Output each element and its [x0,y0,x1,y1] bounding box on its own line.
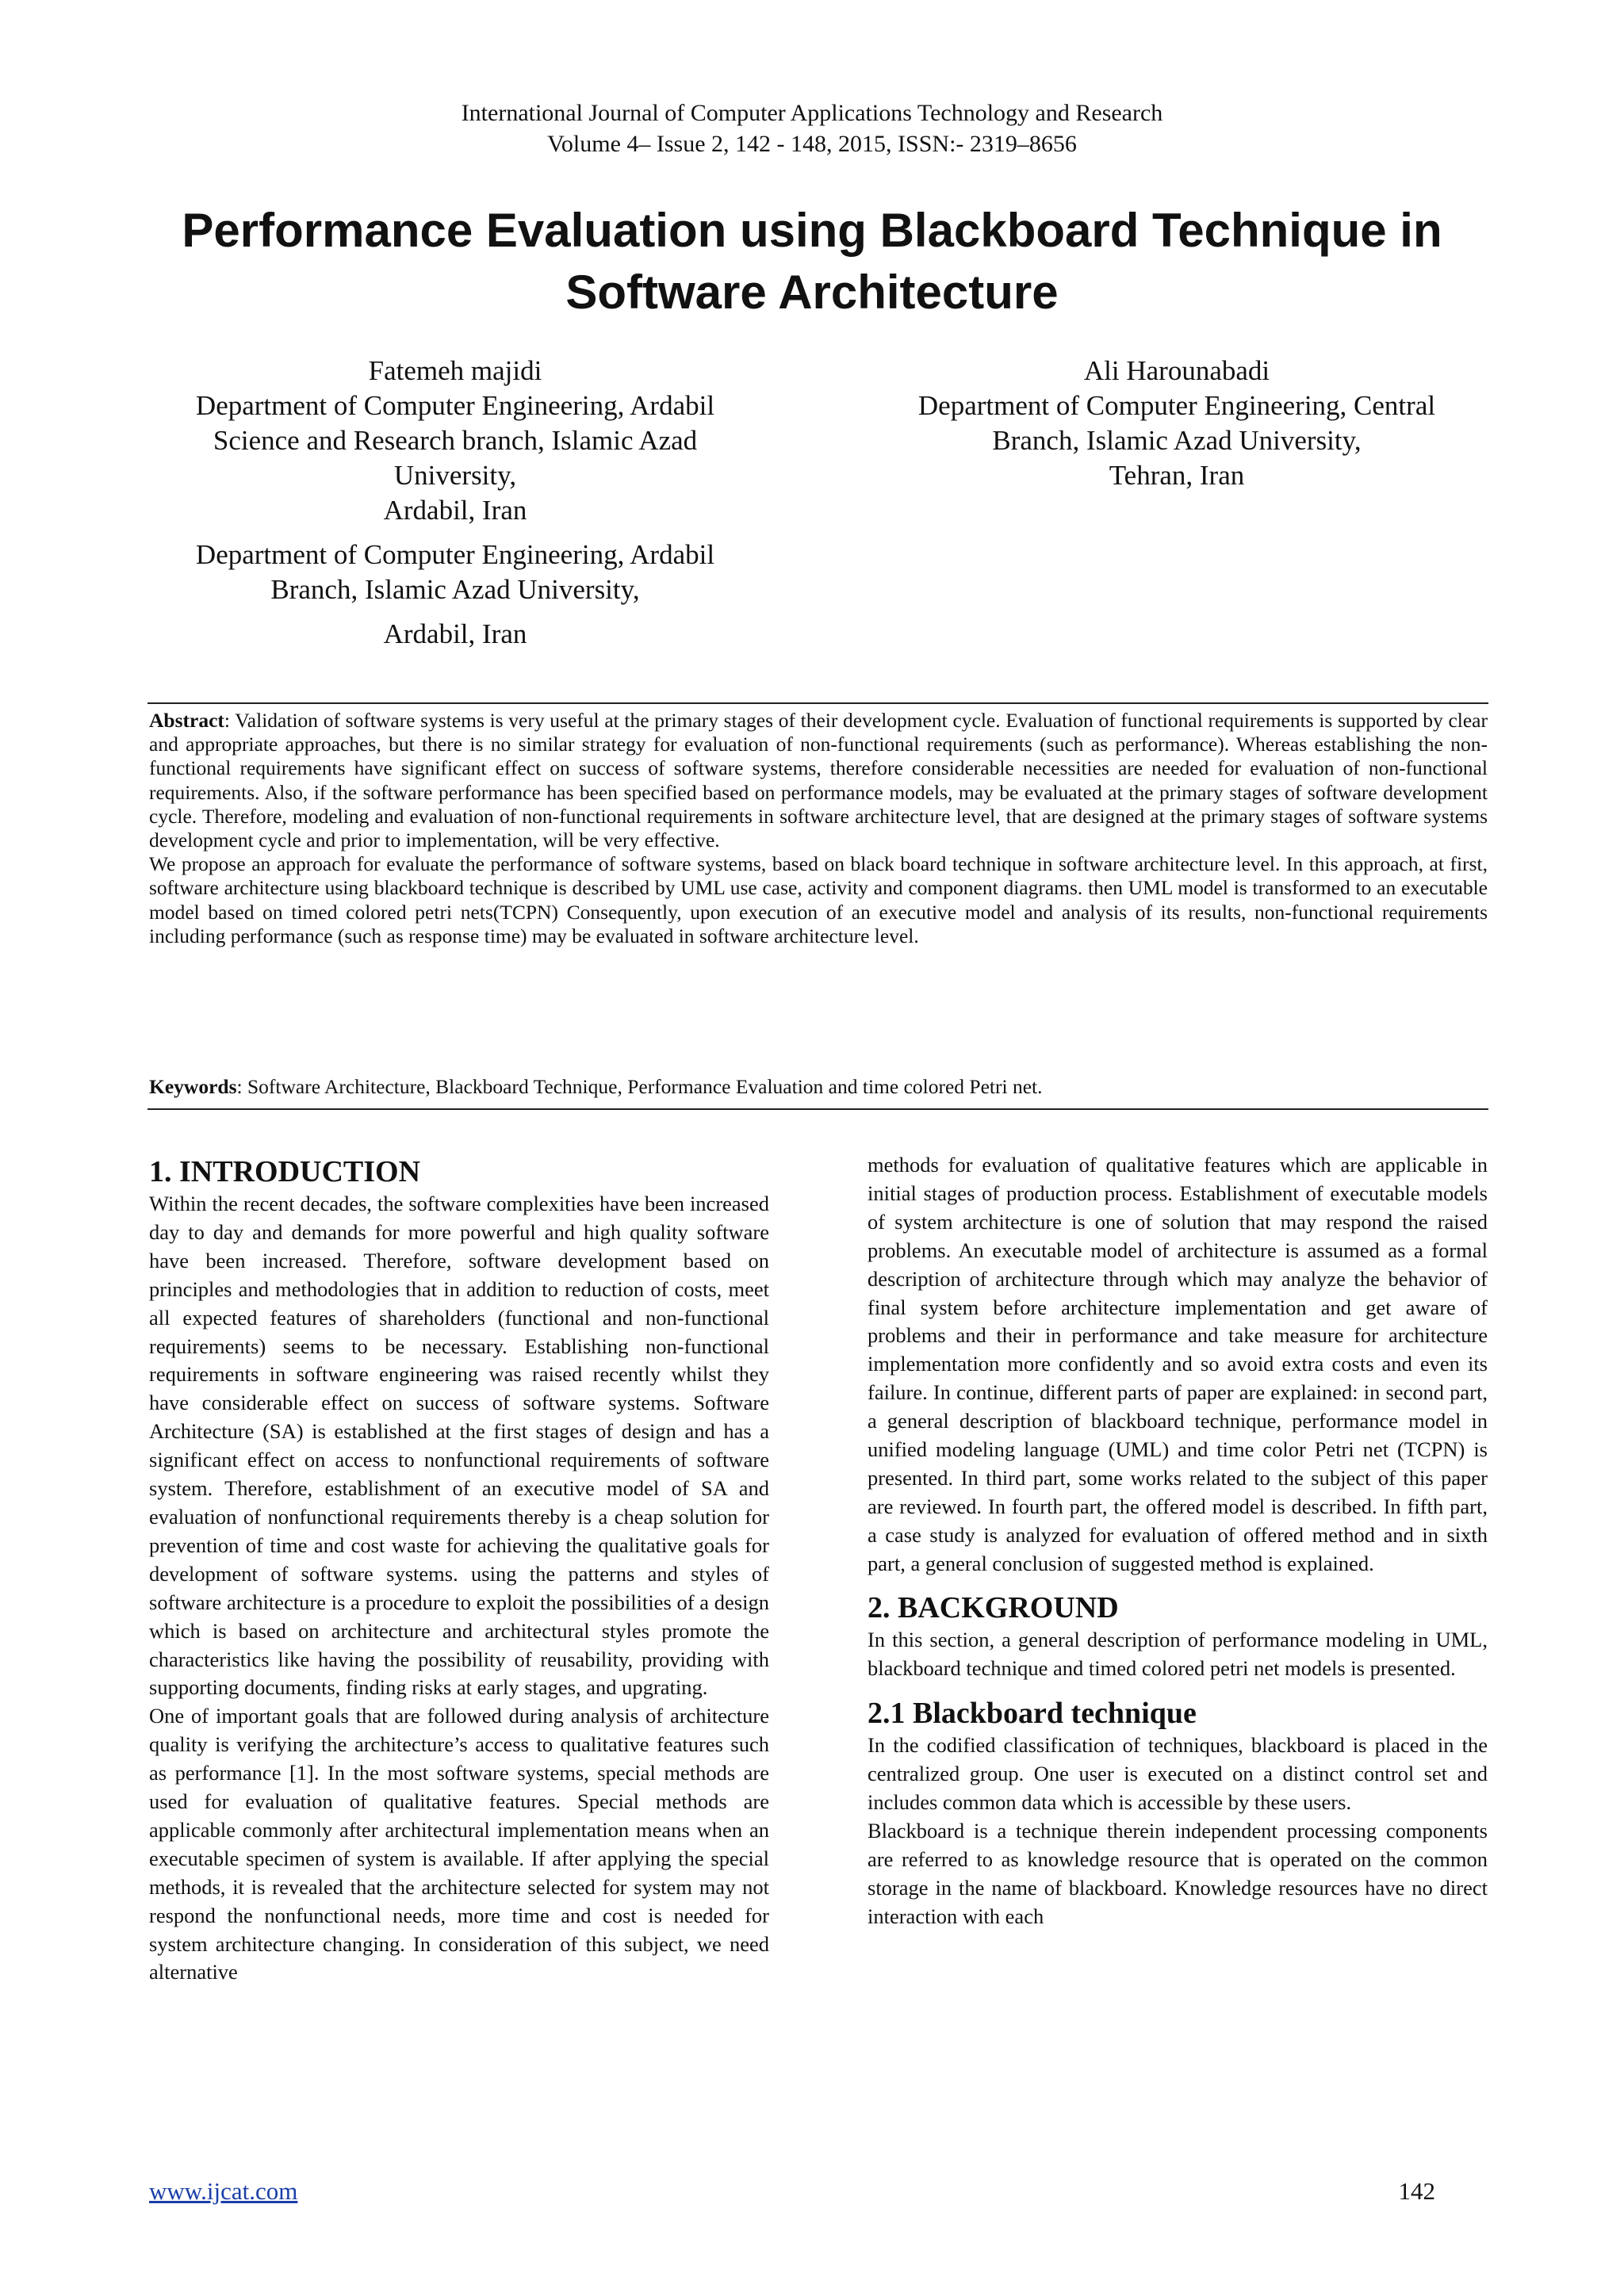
affiliation-line: Ardabil, Iran [383,618,527,649]
affiliation-line: Science and Research branch, Islamic Azad [213,425,698,456]
section-heading-background: 2. BACKGROUND [868,1590,1119,1624]
affiliation-line: Department of Computer Engineering, Ardabil [195,539,715,570]
paragraph: In this section, a general description of performance modeling in UML, blackboard technique and timed colored petri net models is presented. [868,1627,1488,1680]
keywords [149,1075,1488,1099]
affiliation-line: Tehran, Iran [1109,460,1245,491]
abstract-paragraph-1 [149,709,1488,852]
author-name: Fatemeh majidi [368,355,542,386]
author-left [146,354,764,652]
keywords-text: : Software Architecture, Blackboard Technique, Performance Evaluation and time colored Petri net. [236,1075,1043,1098]
journal-name: International Journal of Computer Applications Technology and Research [461,100,1163,126]
affiliation-line: Department of Computer Engineering, Central [917,390,1436,421]
journal-volume: Volume 4– Issue 2, 142 - 148, 2015, ISSN:- 2319–8656 [547,131,1077,157]
title-line-2: Software Architecture [565,266,1059,319]
paragraph: methods for evaluation of qualitative features which are applicable in initial stages of production process. Establishment of executable models of system architecture is one of solution that may respond the raised problems. An executable model of architecture is assumed as a formal description of architecture through which may analyze the behavior of final system before architecture implementation and get aware of problems and their in performance and take measure for architecture implementation more confidently and so avoid extra costs and even its failure. In continue, different parts of paper are explained: in second part, a general description of blackboard technique, performance model in unified modeling language (UML) and time color Petri net (TCPN) is presented. In third part, some works related to the subject of this paper are reviewed. In fourth part, the offered model is described. In fifth part, a case study is analyzed for evaluation of offered method and in sixth part, a general conclusion of suggested method is explained. [868,1153,1488,1575]
page-number: 142 [1398,2177,1435,2205]
paragraph: Blackboard is a technique therein independent processing components are referred to as knowledge resource that is operated on the common storage in the name of blackboard. Knowledge resources have no direct interaction with each [868,1819,1488,1928]
affiliation-line: Department of Computer Engineering, Ardabil [195,390,715,421]
section-heading-blackboard: 2.1 Blackboard technique [868,1697,1197,1731]
column-right [868,1151,1488,1931]
divider-top [147,702,1488,704]
affiliation-line: Branch, Islamic Azad University, [270,574,640,605]
footer-url-link[interactable]: www.ijcat.com [149,2177,298,2205]
keywords-label: Keywords [149,1075,237,1098]
divider-bottom [147,1108,1488,1110]
affiliation-line: Branch, Islamic Azad University, [992,425,1362,456]
paper-title [119,200,1505,323]
paragraph: Within the recent decades, the software complexities have been increased day to day and demands for more powerful and high quality software have been increased. Therefore, software development based on principles and methodologies that in addition to reduction of costs, meet all expected features of shareholders (functional and non-functional requirements) seems to be necessary. Establishing non-functional requirements in software engineering was raised recently whilst they have considerable effect on success of software systems. Software Architecture (SA) is established at the first stages of design and has a significant effect on access to nonfunctional requirements of software system. Therefore, establishment of an executive model of SA and evaluation of nonfunctional requirements thereby is a cheap solution for prevention of time and cost waste for achieving the qualitative goals for development of software systems. using the patterns and styles of software architecture is a procedure to exploit the possibilities of a design which is based on architecture and architectural styles promote the characteristics like having the possibility of reusability, providing with supporting documents, finding risks at early stages, and upgrating. [149,1192,769,1700]
title-line-1: Performance Evaluation using Blackboard Technique in [182,204,1442,257]
author-name: Ali Harounabadi [1083,355,1270,386]
section-heading-introduction: 1. INTRODUCTION [149,1155,421,1188]
affiliation-line: University, [393,460,517,491]
paragraph: One of important goals that are followed during analysis of architecture quality is verifying the architecture’s access to qualitative features such as performance [1]. In the most software systems, special methods are used for evaluation of qualitative features. Special methods are applicable commonly after architectural implementation means when an executable specimen of system is available. If after applying the special methods, it is revealed that the architecture selected for system may not respond the nonfunctional needs, more time and cost is needed for system architecture changing. In consideration of this subject, we need alternative [149,1704,769,1984]
author-right [868,354,1486,493]
paragraph: In the codified classification of techniques, blackboard is placed in the centralized group. One user is executed on a distinct control set and includes common data which is accessible by these users. [868,1733,1488,1815]
abstract-text-1: : Validation of software systems is very useful at the primary stages of their development cycle. Evaluation of functional requirements is supported by clear and appropriate approaches, but there is no similar strategy for evaluation of non-functional requirements (such as performance). Whereas establishing the non-functional requirements have significant effect on success of software systems, therefore considerable necessities are needed for evaluation of non-functional requirements. Also, if the software performance has been specified based on performance models, may be evaluated at the primary stages of software development cycle. Therefore, modeling and evaluation of non-functional requirements in software architecture level, that are designed at the primary stages of software systems development cycle and prior to implementation, will be very effective. [149,709,1488,852]
abstract-label: Abstract [149,709,224,732]
affiliation-line: Ardabil, Iran [383,495,527,526]
abstract [149,709,1488,948]
abstract-paragraph-2: We propose an approach for evaluate the performance of software systems, based on black board technique in software architecture level. In this approach, at first, software architecture using blackboard technique is described by UML use case, activity and component diagrams. then UML model is transformed to an executable model based on timed colored petri nets(TCPN) Consequently, upon execution of an executive model and analysis of its results, non-functional requirements including performance (such as response time) may be evaluated in software architecture level. [149,852,1488,947]
column-left [149,1154,769,1987]
